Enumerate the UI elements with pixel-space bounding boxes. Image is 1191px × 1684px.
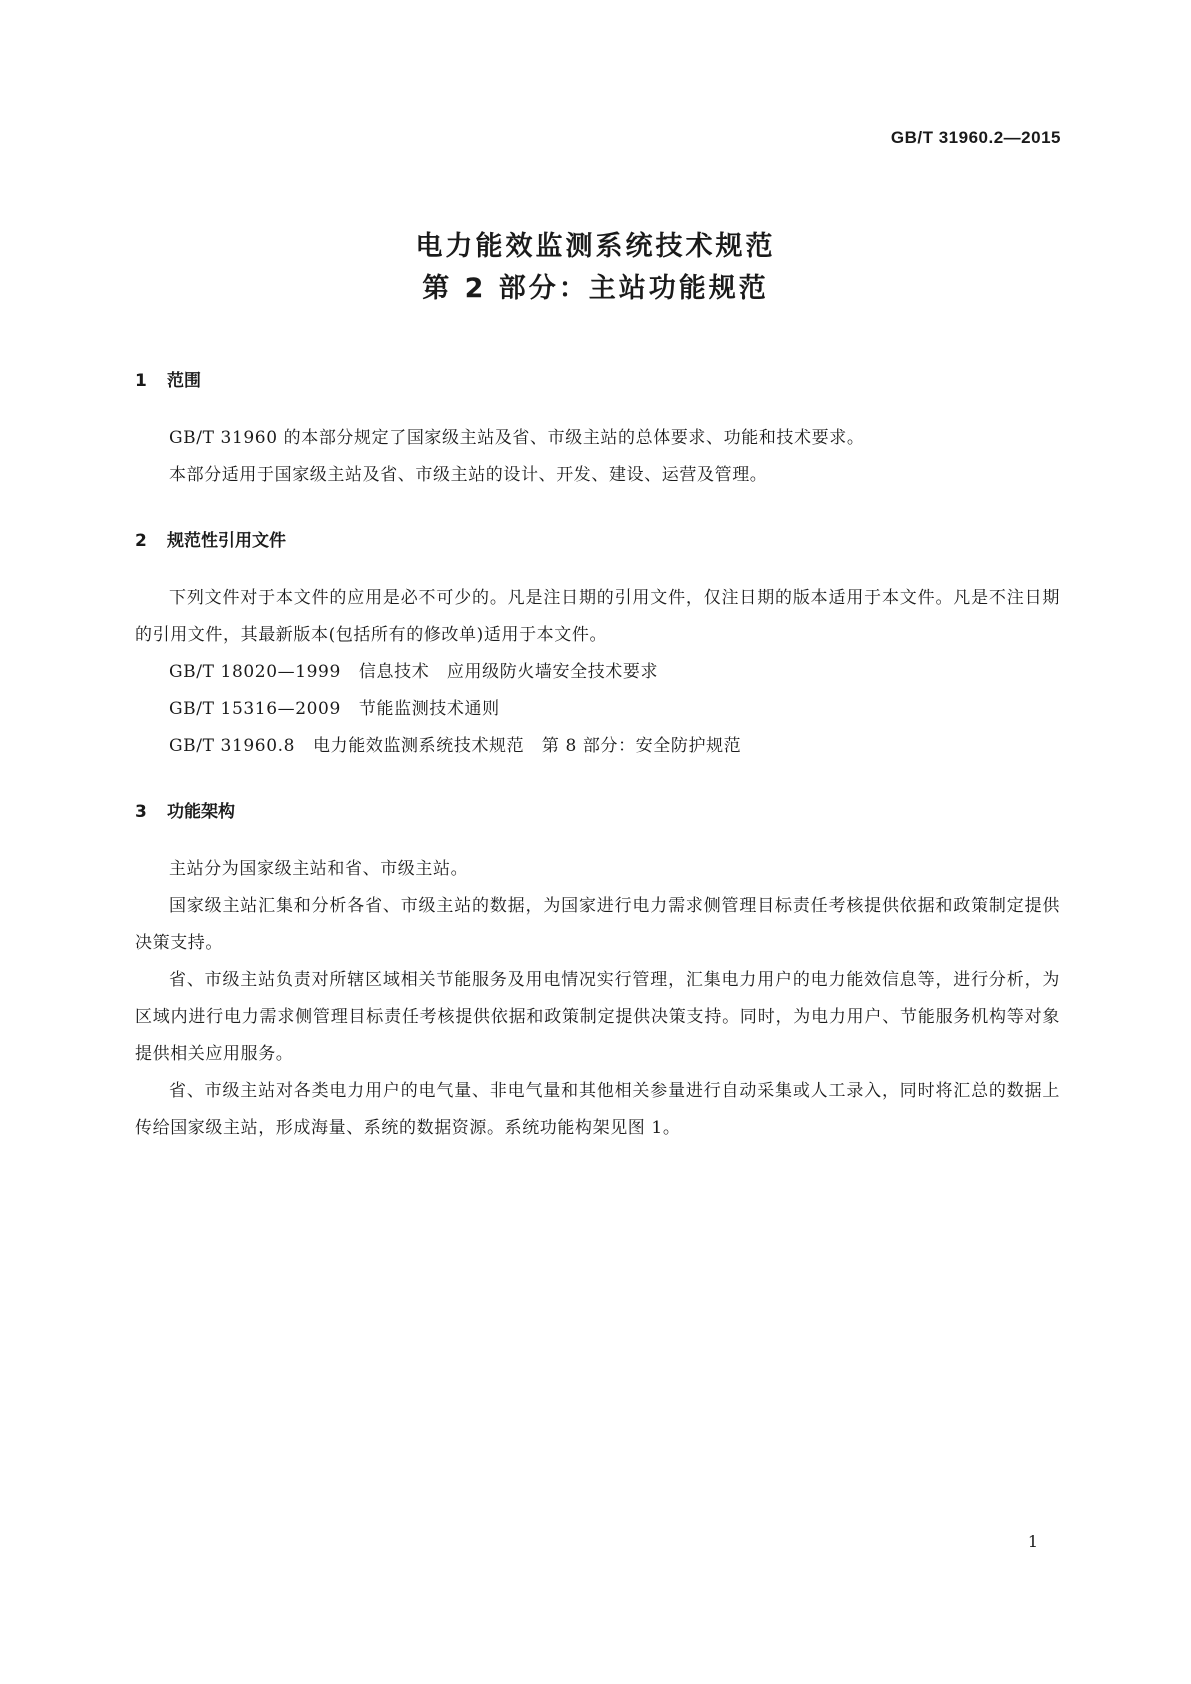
reference-title: 节能监测技术通则 [358,699,500,719]
paragraph: 国家级主站汇集和分析各省、市级主站的数据，为国家进行电力需求侧管理目标责任考核提供依据和政策制定提供决策支持。 [135,896,1060,953]
section-heading-scope [135,368,1060,394]
reference-item [135,728,1060,765]
reference-code: GB/T 18020—1999 [169,662,341,682]
paragraph: 省、市级主站对各类电力用户的电气量、非电气量和其他相关参量进行自动采集或人工录入，同时将汇总的数据上传给国家级主站，形成海量、系统的数据资源。系统功能构架见图 1。 [135,1081,1060,1138]
title-sub: 第 2 部分：主站功能规范 [422,273,769,304]
paragraph: 省、市级主站负责对所辖区域相关节能服务及用电情况实行管理，汇集电力用户的电力能效信息等，进行分析，为区域内进行电力需求侧管理目标责任考核提供依据和政策制定提供决策支持。同时，为电力用户、节能服务机构等对象提供相关应用服务。 [135,970,1060,1064]
reference-code: GB/T 15316—2009 [169,699,341,719]
reference-code: GB/T 31960.8 [169,736,296,756]
document-body [135,368,1060,1147]
title-main: 电力能效监测系统技术规范 [415,231,776,262]
section-heading-normative-references [135,528,1060,554]
reference-item [135,654,1060,691]
section-number: 2 [135,531,147,551]
standard-code: GB/T 31960.2—2015 [890,128,1061,147]
paragraph: 主站分为国家级主站和省、市级主站。 [169,859,469,879]
paragraph: 本部分适用于国家级主站及省、市级主站的设计、开发、建设、运营及管理。 [169,465,768,485]
section-number: 1 [135,371,147,391]
paragraph: 下列文件对于本文件的应用是必不可少的。凡是注日期的引用文件，仅注日期的版本适用于本文件。凡是不注日期的引用文件，其最新版本(包括所有的修改单)适用于本文件。 [135,588,1060,645]
section-title: 范围 [167,371,201,391]
section-heading-functional-architecture [135,799,1060,825]
paragraph: GB/T 31960 的本部分规定了国家级主站及省、市级主站的总体要求、功能和技术要求。 [169,428,865,448]
reference-title: 电力能效监测系统技术规范 第 8 部分：安全防护规范 [313,736,742,756]
section-number: 3 [135,802,147,822]
reference-title: 信息技术 应用级防火墙安全技术要求 [358,662,659,682]
section-title: 规范性引用文件 [167,531,286,551]
reference-item [135,691,1060,728]
document-title [0,226,1191,310]
section-title: 功能架构 [167,802,235,822]
page-number: 1 [1027,1532,1038,1551]
